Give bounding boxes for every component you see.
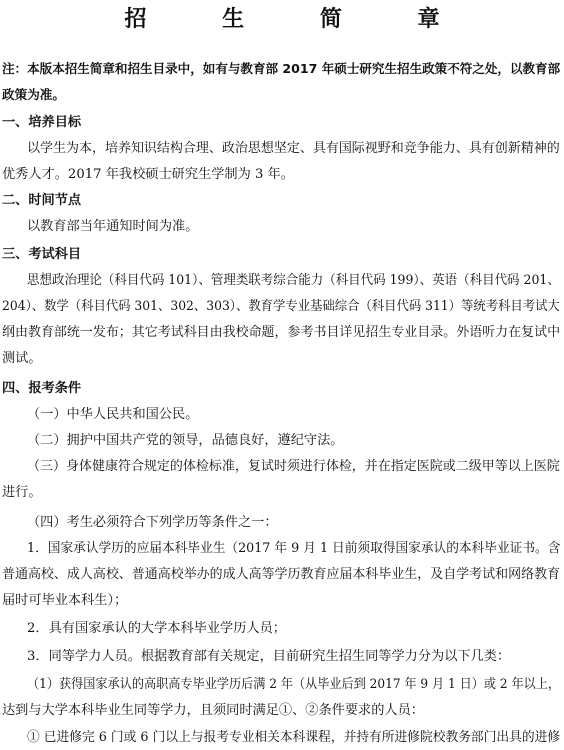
paragraph-line: 进行。 (2, 485, 42, 500)
section-heading-eligibility: 四、报考条件 (2, 381, 82, 396)
section-heading-exam-subjects: 三、考试科目 (2, 247, 82, 262)
paragraph-line: 思想政治理论（科目代码 101）、管理类联考综合能力（科目代码 199）、英语（科目代码 201、 (27, 273, 560, 288)
paragraph-line: 以学生为本，培养知识结构合理、政治思想坚定、具有国际视野和竞争能力、具有创新精神的 (27, 141, 560, 156)
paragraph-line: （一）中华人民共和国公民。 (27, 407, 199, 422)
paragraph-line: 204）、数学（科目代码 301、302、303）、教育学专业基础综合（科目代码 311）等统考科目考试大 (2, 299, 560, 314)
paragraph-line: 届时可毕业本科生）； (2, 593, 128, 608)
section-heading-timeline: 二、时间节点 (2, 193, 82, 208)
paragraph-line: 以教育部当年通知时间为准。 (27, 219, 199, 234)
note-line-2: 政策为准。 (2, 87, 65, 102)
paragraph-line: 纲由教育部统一发布；其它考试科目由我校命题，参考书目详见招生专业目录。外语听力在复试中 (2, 325, 561, 340)
paragraph-line: （三）身体健康符合规定的体检标准，复试时须进行体检，并在指定医院或二级甲等以上医院 (27, 459, 560, 474)
paragraph-line: （1）获得国家承认的高职高专毕业学历后满 2 年（从毕业后到 2017 年 9 月 1 日）或 2 年以上， (27, 677, 561, 692)
page-title: 招 生 简 章 (124, 7, 474, 32)
section-heading-training-goals: 一、培养目标 (2, 115, 82, 130)
paragraph-line: 1．国家承认学历的应届本科毕业生（2017 年 9 月 1 日前须取得国家承认的本科毕业证书。含 (27, 541, 561, 556)
paragraph-line: 3．同等学力人员。根据教育部有关规定，目前研究生招生同等学力分为以下几类： (27, 649, 511, 664)
paragraph-line: 测试。 (2, 351, 42, 366)
paragraph-line: （二）拥护中国共产党的领导，品德良好，遵纪守法。 (27, 433, 344, 448)
paragraph-line: 达到与大学本科毕业生同等学力，且须同时满足①、②条件要求的人员： (2, 703, 424, 718)
paragraph-line: 优秀人才。2017 年我校硕士研究生学制为 3 年。 (2, 167, 294, 182)
paragraph-line: 2．具有国家承认的大学本科毕业学历人员； (27, 621, 286, 636)
paragraph-line: ① 已进修完 6 门或 6 门以上与报考专业相关本科课程，并持有所进修院校教务部门出具的进修 (27, 730, 561, 745)
note-line-1: 注：本版本招生简章和招生目录中，如有与教育部 2017 年硕士研究生招生政策不符之处，以教育部 (2, 61, 561, 76)
paragraph-line: 普通高校、成人高校、普通高校举办的成人高等学历教育应届本科毕业生，及自学考试和网络教育 (2, 567, 561, 582)
paragraph-line: （四）考生必须符合下列学历等条件之一： (27, 515, 278, 530)
